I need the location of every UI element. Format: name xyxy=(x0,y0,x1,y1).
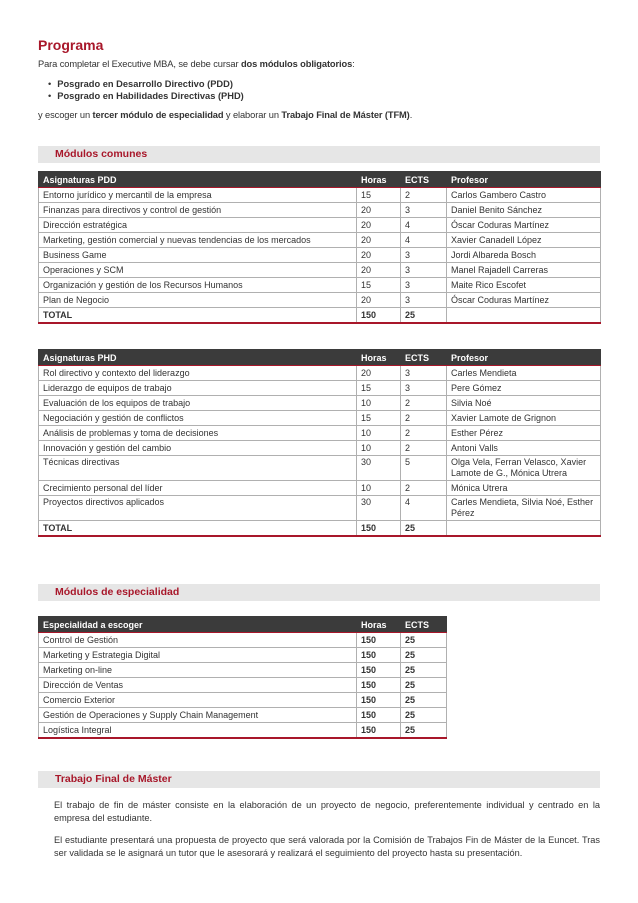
table-cell: 150 xyxy=(357,663,401,678)
table-cell: Xavier Canadell López xyxy=(447,233,601,248)
table-row xyxy=(39,633,447,648)
table-cell: 15 xyxy=(357,411,401,426)
table-cell: Dirección estratégica xyxy=(39,218,357,233)
table-cell: 25 xyxy=(401,678,447,693)
table-cell: TOTAL xyxy=(39,521,357,537)
table-cell: 20 xyxy=(357,366,401,381)
table-cell: Operaciones y SCM xyxy=(39,263,357,278)
table-row xyxy=(39,708,447,723)
column-header: Horas xyxy=(357,350,401,366)
table-cell: 3 xyxy=(401,293,447,308)
table-row xyxy=(39,441,601,456)
column-header: Horas xyxy=(357,172,401,188)
table-total-row xyxy=(39,521,601,537)
list-item: • Posgrado en Habilidades Directivas (PHD) xyxy=(48,90,244,102)
table-cell: Mónica Utrera xyxy=(447,481,601,496)
table-cell: 20 xyxy=(357,233,401,248)
table-cell: 25 xyxy=(401,648,447,663)
table-row xyxy=(39,218,601,233)
outro-text: y escoger un tercer módulo de especialidad y elaborar un Trabajo Final de Máster (TFM). xyxy=(38,110,413,120)
table-row xyxy=(39,278,601,293)
table-cell: 2 xyxy=(401,426,447,441)
table-cell: 25 xyxy=(401,633,447,648)
table-cell: 4 xyxy=(401,233,447,248)
table-row xyxy=(39,396,601,411)
column-header: ECTS xyxy=(401,350,447,366)
table-cell: Evaluación de los equipos de trabajo xyxy=(39,396,357,411)
required-modules-list xyxy=(48,78,244,102)
table-cell: 10 xyxy=(357,396,401,411)
table-cell: 25 xyxy=(401,663,447,678)
table-cell: Control de Gestión xyxy=(39,633,357,648)
table-cell: 5 xyxy=(401,456,447,481)
table-cell: Rol directivo y contexto del liderazgo xyxy=(39,366,357,381)
table-cell: Plan de Negocio xyxy=(39,293,357,308)
section-header-especialidad: Módulos de especialidad xyxy=(38,584,600,601)
tfm-paragraph-2: El estudiante presentará una propuesta de proyecto que será valorada por la Comisión de Trabajos Fin de Máster de la Euncet. Tras ser validada se le asignará un tutor que le asesorará y realizará el seguimiento del proyecto hasta su presentación. xyxy=(54,835,600,858)
column-header: ECTS xyxy=(401,172,447,188)
table-cell: 10 xyxy=(357,426,401,441)
table-cell: 15 xyxy=(357,188,401,203)
table-row xyxy=(39,648,447,663)
pdd-table xyxy=(38,171,601,324)
table-cell: Antoni Valls xyxy=(447,441,601,456)
table-cell: Business Game xyxy=(39,248,357,263)
table-cell: 3 xyxy=(401,248,447,263)
table-cell: Silvia Noé xyxy=(447,396,601,411)
table-cell: 15 xyxy=(357,381,401,396)
table-row xyxy=(39,496,601,521)
table-cell: Esther Pérez xyxy=(447,426,601,441)
table-row xyxy=(39,723,447,739)
table-row xyxy=(39,481,601,496)
table-cell: Maite Rico Escofet xyxy=(447,278,601,293)
table-cell: Comercio Exterior xyxy=(39,693,357,708)
table-header-row xyxy=(39,617,447,633)
table-cell: Crecimiento personal del líder xyxy=(39,481,357,496)
table-row xyxy=(39,426,601,441)
table-cell: 10 xyxy=(357,481,401,496)
table-cell: 150 xyxy=(357,708,401,723)
table-cell: Carles Mendieta, Silvia Noé, Esther Pérez xyxy=(447,496,601,521)
table-cell xyxy=(447,521,601,537)
table-cell: Técnicas directivas xyxy=(39,456,357,481)
list-item: • Posgrado en Desarrollo Directivo (PDD) xyxy=(48,78,244,90)
table-cell: Xavier Lamote de Grignon xyxy=(447,411,601,426)
table-cell: Marketing, gestión comercial y nuevas tendencias de los mercados xyxy=(39,233,357,248)
table-row xyxy=(39,381,601,396)
table-row xyxy=(39,293,601,308)
table-cell: Pere Gómez xyxy=(447,381,601,396)
table-header-row xyxy=(39,350,601,366)
table-cell: 25 xyxy=(401,308,447,324)
table-cell: 4 xyxy=(401,218,447,233)
table-cell: Liderazgo de equipos de trabajo xyxy=(39,381,357,396)
table-cell: 15 xyxy=(357,278,401,293)
table-cell: 150 xyxy=(357,648,401,663)
table-cell: 3 xyxy=(401,263,447,278)
table-cell: 2 xyxy=(401,481,447,496)
table-cell: 2 xyxy=(401,396,447,411)
table-cell: 20 xyxy=(357,218,401,233)
table-cell: 20 xyxy=(357,293,401,308)
column-header: Asignaturas PDD xyxy=(39,172,357,188)
table-cell: Gestión de Operaciones y Supply Chain Management xyxy=(39,708,357,723)
table-row xyxy=(39,203,601,218)
table-cell: 20 xyxy=(357,248,401,263)
column-header: Profesor xyxy=(447,172,601,188)
table-cell: Dirección de Ventas xyxy=(39,678,357,693)
intro-text: Para completar el Executive MBA, se debe cursar dos módulos obligatorios: xyxy=(38,59,355,69)
table-cell: Proyectos directivos aplicados xyxy=(39,496,357,521)
table-cell: 20 xyxy=(357,203,401,218)
table-cell: 150 xyxy=(357,693,401,708)
table-row xyxy=(39,366,601,381)
table-row xyxy=(39,233,601,248)
table-cell: 25 xyxy=(401,723,447,739)
table-cell: Carlos Gambero Castro xyxy=(447,188,601,203)
table-row xyxy=(39,456,601,481)
table-row xyxy=(39,663,447,678)
tfm-paragraph-1: El trabajo de fin de máster consiste en la elaboración de un proyecto de negocio, preferentemente individual y centrado en la empresa del estudiante. xyxy=(54,800,600,823)
table-cell: Marketing on-line xyxy=(39,663,357,678)
table-cell: 10 xyxy=(357,441,401,456)
table-cell xyxy=(447,308,601,324)
table-cell: 25 xyxy=(401,521,447,537)
column-header: Especialidad a escoger xyxy=(39,617,357,633)
table-row xyxy=(39,411,601,426)
table-cell: Manel Rajadell Carreras xyxy=(447,263,601,278)
phd-table xyxy=(38,349,601,537)
table-row xyxy=(39,248,601,263)
table-cell: Marketing y Estrategia Digital xyxy=(39,648,357,663)
column-header: Profesor xyxy=(447,350,601,366)
table-cell: Óscar Coduras Martínez xyxy=(447,293,601,308)
table-cell: Organización y gestión de los Recursos Humanos xyxy=(39,278,357,293)
table-row xyxy=(39,693,447,708)
section-header-comunes: Módulos comunes xyxy=(38,146,600,163)
table-cell: 3 xyxy=(401,203,447,218)
table-cell: 3 xyxy=(401,366,447,381)
table-cell: 2 xyxy=(401,441,447,456)
table-cell: 20 xyxy=(357,263,401,278)
table-cell: 150 xyxy=(357,521,401,537)
table-cell: 3 xyxy=(401,381,447,396)
table-row xyxy=(39,188,601,203)
table-cell: Finanzas para directivos y control de gestión xyxy=(39,203,357,218)
table-cell: Entorno jurídico y mercantil de la empresa xyxy=(39,188,357,203)
table-cell: 25 xyxy=(401,708,447,723)
table-cell: TOTAL xyxy=(39,308,357,324)
section-header-tfm: Trabajo Final de Máster xyxy=(38,771,600,788)
table-cell: 2 xyxy=(401,188,447,203)
table-cell: 30 xyxy=(357,496,401,521)
table-row xyxy=(39,678,447,693)
table-header-row xyxy=(39,172,601,188)
table-cell: 25 xyxy=(401,693,447,708)
table-cell: Negociación y gestión de conflictos xyxy=(39,411,357,426)
column-header: Horas xyxy=(357,617,401,633)
table-cell: Logística Integral xyxy=(39,723,357,739)
table-cell: 150 xyxy=(357,723,401,739)
especialidad-table xyxy=(38,616,447,739)
table-total-row xyxy=(39,308,601,324)
table-cell: 2 xyxy=(401,411,447,426)
column-header: ECTS xyxy=(401,617,447,633)
table-cell: Innovación y gestión del cambio xyxy=(39,441,357,456)
table-cell: 4 xyxy=(401,496,447,521)
table-cell: 150 xyxy=(357,678,401,693)
table-row xyxy=(39,263,601,278)
table-cell: Análisis de problemas y toma de decisiones xyxy=(39,426,357,441)
page-title: Programa xyxy=(38,37,104,53)
table-cell: 150 xyxy=(357,633,401,648)
table-cell: Carles Mendieta xyxy=(447,366,601,381)
table-cell: Jordi Albareda Bosch xyxy=(447,248,601,263)
table-cell: Daniel Benito Sánchez xyxy=(447,203,601,218)
table-cell: Olga Vela, Ferran Velasco, Xavier Lamote de G., Mónica Utrera xyxy=(447,456,601,481)
table-cell: 30 xyxy=(357,456,401,481)
table-cell: 3 xyxy=(401,278,447,293)
column-header: Asignaturas PHD xyxy=(39,350,357,366)
table-cell: 150 xyxy=(357,308,401,324)
table-cell: Óscar Coduras Martínez xyxy=(447,218,601,233)
